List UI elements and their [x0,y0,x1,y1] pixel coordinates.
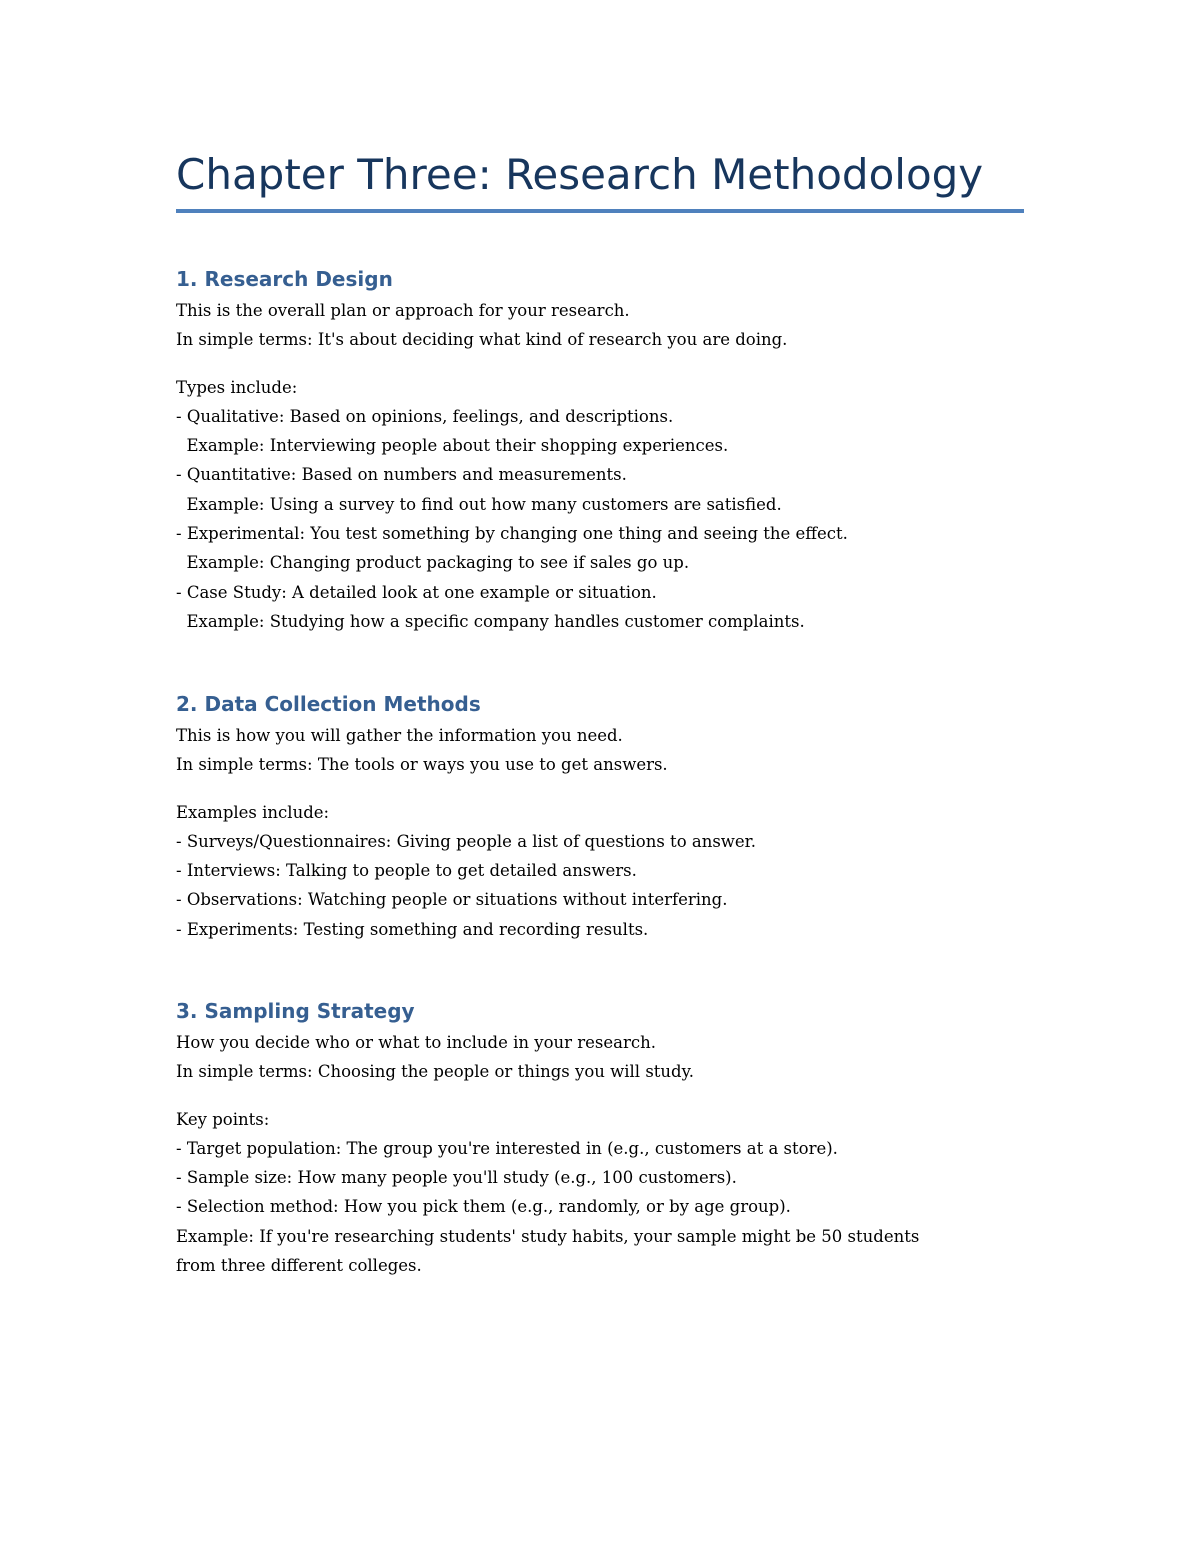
section-heading: 3. Sampling Strategy [176,999,415,1023]
list-item: - Interviews: Talking to people to get detailed answers. [176,861,637,881]
list-item: Example: Studying how a specific company handles customer complaints. [176,611,805,631]
document-title: Chapter Three: Research Methodology [176,150,984,199]
list-item: - Experiments: Testing something and recording results. [176,919,649,939]
list-label: Key points: [176,1109,270,1129]
list-item: Example: If you're researching students' study habits, your sample might be 50 students [176,1226,920,1246]
list-item: - Surveys/Questionnaires: Giving people a list of questions to answer. [176,831,757,851]
list-item: Example: Using a survey to find out how many customers are satisfied. [176,494,782,514]
list-label: Types include: [176,377,298,397]
list-item: - Target population: The group you're interested in (e.g., customers at a store). [176,1138,838,1158]
list-label: Examples include: [176,802,330,822]
section-heading: 2. Data Collection Methods [176,692,481,716]
list-item: - Qualitative: Based on opinions, feelings, and descriptions. [176,406,674,426]
list-item: - Quantitative: Based on numbers and measurements. [176,465,627,485]
list-item: Example: Interviewing people about their shopping experiences. [176,436,729,456]
intro-line: This is how you will gather the information you need. [176,726,623,745]
intro-line: How you decide who or what to include in your research. [176,1033,657,1052]
intro-line: In simple terms: The tools or ways you use to get answers. [176,755,668,775]
section-heading: 1. Research Design [176,267,393,291]
title-underline [176,209,1024,213]
list-item: - Experimental: You test something by changing one thing and seeing the effect. [176,524,848,544]
intro-line: In simple terms: Choosing the people or things you will study. [176,1062,694,1082]
section-sampling-strategy [176,996,1024,1280]
list-item: - Observations: Watching people or situations without interfering. [176,890,728,910]
list-item: Example: Changing product packaging to see if sales go up. [176,553,690,573]
intro-line: This is the overall plan or approach for your research. [176,301,630,320]
document-page [176,148,1024,1276]
section-data-collection [176,689,1024,944]
list-item: from three different colleges. [176,1256,422,1276]
list-item: - Selection method: How you pick them (e.g., randomly, or by age group). [176,1197,791,1217]
intro-line: In simple terms: It's about deciding what kind of research you are doing. [176,330,788,350]
list-item: - Case Study: A detailed look at one example or situation. [176,582,657,602]
section-research-design [176,264,1024,636]
list-item: - Sample size: How many people you'll study (e.g., 100 customers). [176,1168,737,1188]
